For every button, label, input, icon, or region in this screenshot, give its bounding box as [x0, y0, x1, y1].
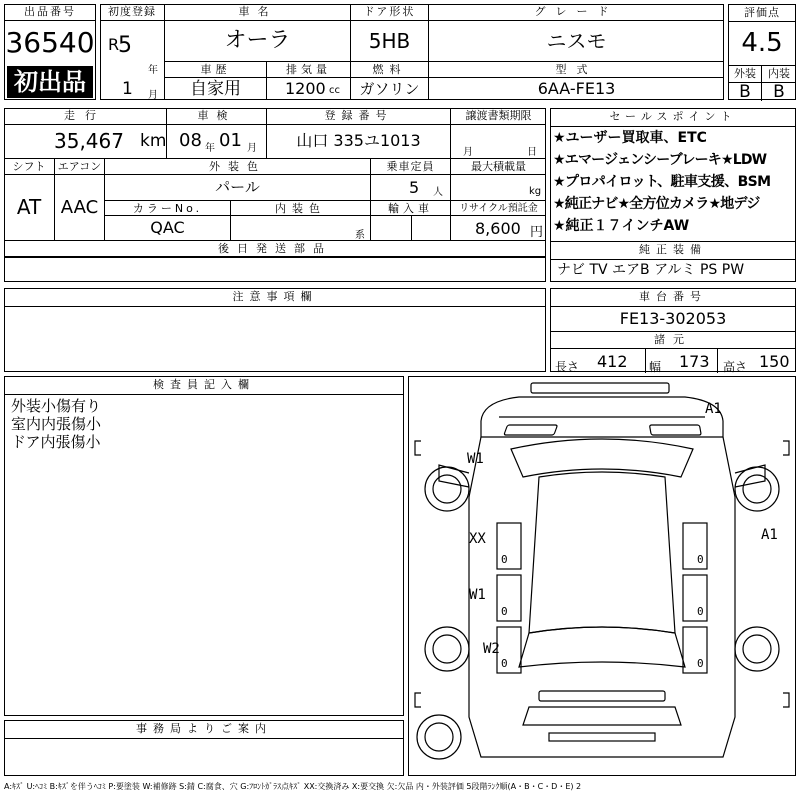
reg-month: 1	[122, 79, 133, 99]
int-score: B	[761, 83, 796, 101]
header-later-parts: 後日発送部品	[4, 240, 546, 257]
header-capacity: 乗車定員	[370, 158, 450, 175]
header-aircon: エアコン	[54, 158, 104, 175]
inspection-cell: 08 年 01 月	[166, 125, 266, 158]
ext-score-label: 外装	[734, 67, 756, 80]
mark-a1-front: A1	[705, 401, 722, 417]
header-transfer: 譲渡書類期限	[450, 108, 546, 125]
aircon-value: AAC	[54, 175, 104, 240]
displacement-value: 1200 cc	[266, 78, 350, 100]
chassis-label: 車台番号	[551, 289, 795, 307]
reg-year: 5	[118, 33, 132, 58]
legend: A:ｷｽﾞ U:ﾍｺﾐ B:ｷｽﾞを伴うﾍｺﾐ P:要塗装 W:補修跡 S:錆 C:腐食、穴 G:ﾌﾛﾝﾄｶﾞﾗｽ点ｷｽﾞ XX:交換済み X:要交換 欠:欠品 内・外装評価 5段階ﾗﾝｸ順(A・B・C・D・E) 2	[4, 782, 582, 791]
import-value	[370, 216, 450, 240]
inspector-label: 検査員記入欄	[5, 377, 403, 395]
door-value: 5HB	[350, 21, 428, 61]
header-mileage: 走行	[4, 108, 166, 125]
mileage-unit: km	[140, 131, 167, 151]
mileage-value: 35,467	[54, 129, 124, 153]
era: R	[108, 35, 120, 54]
reg-year-unit: 年	[148, 65, 158, 76]
notes-label: 注意事項欄	[5, 289, 545, 307]
inspector-line-1: 外装小傷有り	[11, 397, 102, 415]
mark-w1-rear: W1	[469, 587, 486, 603]
header-color-no: カラーNo.	[104, 200, 230, 216]
fuel-value: ガソリン	[350, 78, 428, 100]
sales-point-4: ★純正ナビ★全方位カメラ★地デジ	[553, 196, 760, 212]
model-value: 6AA-FE13	[428, 78, 724, 100]
shift-value: AT	[16, 195, 42, 219]
plate-cell: 山口 335ユ1013	[266, 125, 450, 158]
chassis-value: FE13-302053	[619, 309, 727, 328]
office-box	[4, 720, 404, 776]
header-car-name: 車名	[164, 4, 350, 21]
mark-w1-front: W1	[467, 451, 484, 467]
recycle-value: 8,600 円	[450, 216, 546, 240]
score-value: 4.5	[741, 28, 783, 58]
inspector-line-2: 室内内張傷小	[11, 415, 102, 433]
mark-zero-3: 0	[501, 657, 508, 670]
first-reg-value	[100, 21, 164, 76]
sales-point-1: ★ユーザー買取車、ETC	[553, 130, 707, 146]
sales-point-2: ★エマージェンシーブレーキ★LDW	[553, 152, 767, 168]
inspector-line-3: ドア内張傷小	[11, 433, 101, 451]
max-load-value: kg	[450, 175, 546, 200]
sales-points-box	[550, 108, 796, 282]
mileage-cell	[4, 125, 166, 158]
header-recycle: リサイクル預託金	[450, 200, 546, 216]
header-history: 車歴	[164, 61, 266, 78]
grade-value: ニスモ	[428, 21, 724, 61]
specs-values: 長さ 412 幅 173 高さ 150	[551, 349, 795, 373]
header-import: 輸入車	[370, 200, 450, 216]
header-door: ドア形状	[350, 4, 428, 21]
reg-month-unit: 月	[148, 90, 158, 101]
genuine-value: ナビ TV エアB アルミ PS PW	[557, 262, 745, 278]
header-inspection: 車検	[166, 108, 266, 125]
lot-box	[4, 4, 96, 100]
car-diagram-svg	[409, 377, 795, 775]
header-plate: 登録番号	[266, 108, 450, 125]
color-no-value: QAC	[104, 216, 230, 240]
header-model: 型式	[428, 61, 724, 78]
lot-number: 36540	[5, 26, 95, 59]
ext-color-value: パール	[104, 175, 370, 200]
ext-score: B	[739, 82, 751, 102]
header-int-color: 内装色	[230, 200, 370, 216]
capacity-value: 5 人	[370, 175, 450, 200]
office-label: 事務局よりご案内	[5, 721, 403, 739]
inspector-box	[4, 376, 404, 716]
mark-zero-1: 0	[501, 553, 508, 566]
header-grade: グレード	[428, 4, 724, 21]
transfer-cell: 月 日	[450, 125, 546, 158]
score-box	[728, 4, 796, 100]
mark-zero-5: 0	[697, 605, 704, 618]
chassis-box	[550, 288, 796, 372]
specs-label: 諸元	[551, 331, 795, 349]
later-parts-value	[4, 256, 546, 282]
sales-point-5: ★純正１７インチAW	[553, 218, 690, 234]
sales-point-3: ★プロパイロット、駐車支援、BSM	[553, 174, 771, 190]
mark-xx: XX	[469, 531, 486, 547]
header-displacement: 排気量	[266, 61, 350, 78]
reg-month-cell	[100, 78, 164, 100]
header-max-load: 最大積載量	[450, 158, 546, 175]
int-score-label: 内装	[761, 66, 796, 82]
header-first-reg: 初度登録	[100, 4, 164, 21]
notes-box	[4, 288, 546, 372]
first-listing-badge: 初出品	[7, 66, 93, 98]
mark-a1-side: A1	[761, 527, 778, 543]
car-diagram	[408, 376, 796, 776]
car-name-value: オーラ	[164, 21, 350, 61]
history-value: 自家用	[164, 78, 266, 100]
mark-zero-4: 0	[697, 553, 704, 566]
lot-label: 出品番号	[5, 5, 95, 21]
mark-w2: W2	[483, 641, 500, 657]
genuine-label: 純正装備	[551, 241, 795, 260]
mark-zero-2: 0	[501, 605, 508, 618]
score-sub-values	[729, 82, 795, 100]
score-label: 評価点	[729, 5, 795, 22]
header-fuel: 燃料	[350, 61, 428, 78]
header-ext-color: 外装色	[104, 158, 370, 175]
sales-points-label: セールスポイント	[551, 109, 795, 127]
header-shift: シフト	[4, 158, 54, 175]
mark-zero-6: 0	[697, 657, 704, 670]
int-color-value: 系	[230, 216, 370, 240]
